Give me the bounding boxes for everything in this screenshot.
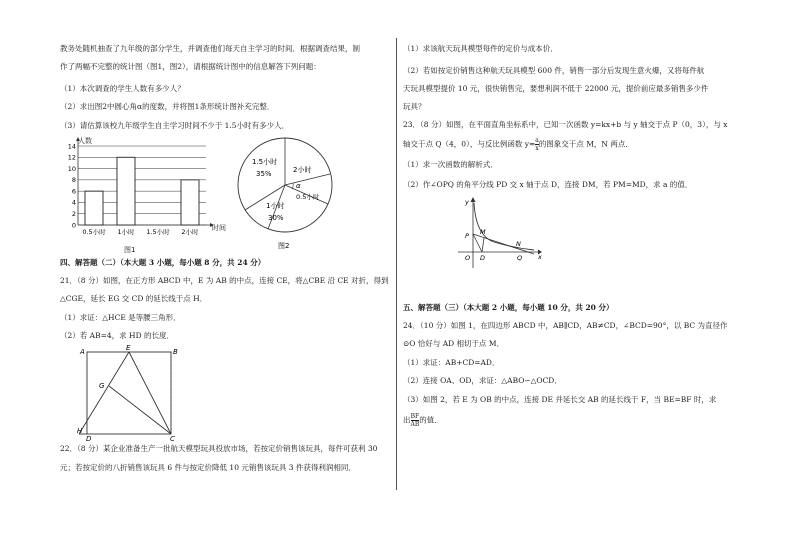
problem-24-q3-prefix: 出	[403, 415, 411, 425]
problem-22-line-1: 22．（8 分）某企业准备生产一批航天模型玩具投放市场，若按定价销售该玩具，每件可获利 30	[60, 444, 378, 453]
problem-22-question-2-line-2: 天玩具模型提价 10 元，很快销售完，要想利润不低于 22000 元，提价前应最多销售多少件	[403, 84, 709, 93]
problem-24-question-1: （1）求证：AB+CD=AD．	[403, 358, 500, 367]
pie-label-alpha: α	[296, 182, 301, 190]
intro-line-1: 教务处随机抽查了九年级的部分学生，并调查他们每天自主学习的时间．根据调查结果，制	[60, 44, 360, 53]
bar-chart	[58, 134, 236, 256]
pie-chart-title: 图2	[278, 242, 290, 250]
x-category-label: 0.5小时	[82, 228, 106, 236]
y-tick-label: 8	[71, 176, 76, 185]
x-category-label: 1.5小时	[146, 228, 170, 236]
label-n: N	[516, 240, 521, 248]
problem-23-line-2a: 轴交于点 Q（4，0），与反比例函数 y=	[403, 139, 536, 149]
segment-gc	[109, 386, 171, 434]
label-g: G	[99, 382, 105, 390]
y-axis-arrow	[471, 197, 476, 202]
figure-21-square	[78, 344, 188, 442]
problem-23-line-2	[403, 137, 633, 152]
segment-ce	[129, 352, 171, 434]
y-tick-label: 10	[67, 164, 76, 173]
pie-label-1-5h: 1.5小时	[252, 158, 278, 166]
problem-23-line-2b: 的图象交于点 M，N 两点．	[538, 139, 633, 149]
problem-22-question-1: （1）求该航天玩具模型每件的定价与成本价．	[403, 44, 558, 53]
fraction-denominator: AB	[410, 421, 420, 428]
fraction-bf-over-ab	[411, 413, 420, 428]
question-1: （1）本次调查的学生人数有多少人？	[60, 84, 185, 93]
pie-chart	[230, 136, 340, 254]
label-e: E	[126, 344, 131, 352]
problem-21-line-2: △CGE，延长 EG 交 CD 的延长线于点 H．	[60, 294, 208, 303]
label-h: H	[77, 427, 83, 435]
section-5-heading: 五、解答题（三）（本大题 2 小题，每小题 10 分，共 20 分）	[403, 303, 614, 312]
question-2: （2）求出图2中圆心角α的度数，并将图1条形统计图补充完整．	[60, 102, 275, 111]
label-p: P	[465, 232, 469, 240]
label-d: D	[480, 254, 486, 262]
bar-chart-title: 图1	[124, 246, 136, 254]
fraction-numerator: a	[535, 137, 539, 144]
y-tick-label: 4	[71, 198, 76, 207]
column-divider	[396, 38, 397, 490]
pie-value-1h: 30%	[268, 214, 284, 222]
segment-eh	[79, 352, 129, 434]
problem-24-q3-suffix: 的值．	[419, 415, 442, 425]
problem-24-question-3-cont	[403, 413, 442, 428]
label-b: B	[173, 348, 178, 356]
bar-1	[117, 157, 135, 225]
label-q: Q	[517, 254, 523, 262]
label-a: A	[80, 348, 85, 356]
y-tick-label: 14	[67, 142, 76, 151]
problem-22-line-2: 元；若按定价的八折销售该玩具 6 件与按定价降低 10 元销售该玩具 3 件获得利润相同．	[60, 463, 356, 472]
label-d: D	[86, 435, 92, 443]
question-3: （3）请估算该校九年级学生自主学习时间不少于 1.5小时有多少人．	[60, 121, 290, 130]
x-category-label: 2小时	[181, 228, 199, 236]
problem-23-question-1: （1）求一次函数的解析式．	[403, 160, 498, 169]
problem-23-line-1: 23．（8 分）如图，在平面直角坐标系中，已知一次函数 y=kx+b 与 y 轴交于点 P（0，3），与 x	[403, 120, 728, 129]
bar-chart-xlabel: 时间	[212, 224, 226, 232]
problem-24-question-2: （2）连接 OA、OD，求证：△ABO∽△OCD．	[403, 376, 562, 385]
pie-label-1h: 1小时	[266, 202, 285, 210]
problem-22-question-2-line-3: 玩具？	[403, 102, 426, 111]
bar-chart-ylabel: 人数	[78, 137, 92, 145]
bar-3	[181, 180, 199, 225]
problem-24-question-3: （3）如图 2，若 E 为 OB 的中点，连接 DE 并延长交 AB 的延长线于 F，当 BE=BF 时，求	[403, 395, 717, 404]
section-4-heading: 四、解答题（二）（本大题 3 小题，每小题 8 分，共 24 分）	[60, 258, 266, 267]
square-abcd	[87, 352, 171, 434]
pie-value-1-5h: 35%	[256, 170, 272, 178]
segment-dm	[482, 238, 484, 252]
pie-label-0-5h: 0.5小时	[296, 193, 320, 201]
fraction-numerator: BF	[410, 413, 420, 420]
pie-label-2h: 2小时	[293, 166, 312, 174]
problem-21-question-2: （2）若 AB=4，求 HD 的长度．	[60, 331, 174, 340]
problem-24-line-1: 24．（10 分）如图 1，在四边形 ABCD 中，AB∥CD，AB≠CD，∠BCD=90°，以 BC 为直径作	[403, 321, 728, 330]
fraction-denominator: x	[535, 145, 539, 152]
label-o: O	[465, 254, 471, 262]
label-x: x	[538, 253, 542, 261]
problem-21-question-1: （1）求证：△HCE 是等腰三角形．	[60, 313, 181, 322]
bar-0	[85, 191, 103, 225]
problem-21-line-1: 21．（8 分）如图，在正方形 ABCD 中，E 为 AB 的中点，连接 CE，将△CBE 沿 CE 对折，得到	[60, 276, 389, 285]
x-category-label: 1小时	[117, 228, 135, 236]
y-tick-label: 2	[71, 210, 76, 219]
label-y: y	[465, 198, 469, 206]
problem-24-line-2: ⊙O 恰好与 AD 相切于点 M．	[403, 339, 505, 348]
figure-23-coordinate-plane	[454, 196, 544, 270]
label-m: M	[480, 228, 486, 236]
problem-22-question-2-line-1: （2）若如按定价销售这种航天玩具模型 600 件，销售一部分后发现生意火爆，又将每件航	[403, 66, 705, 75]
label-c: C	[170, 435, 175, 443]
y-tick-label: 12	[67, 153, 76, 162]
y-tick-label: 0	[71, 221, 76, 230]
intro-line-2: 作了两幅不完整的统计图（图1，图2），请根据统计图中的信息解答下列问题：	[60, 62, 321, 71]
y-tick-label: 6	[71, 187, 76, 196]
problem-23-question-2: （2）作∠OPQ 的角平分线 PD 交 x 轴于点 D，连接 DM，若 PM=MD，求 a 的值．	[403, 180, 693, 189]
